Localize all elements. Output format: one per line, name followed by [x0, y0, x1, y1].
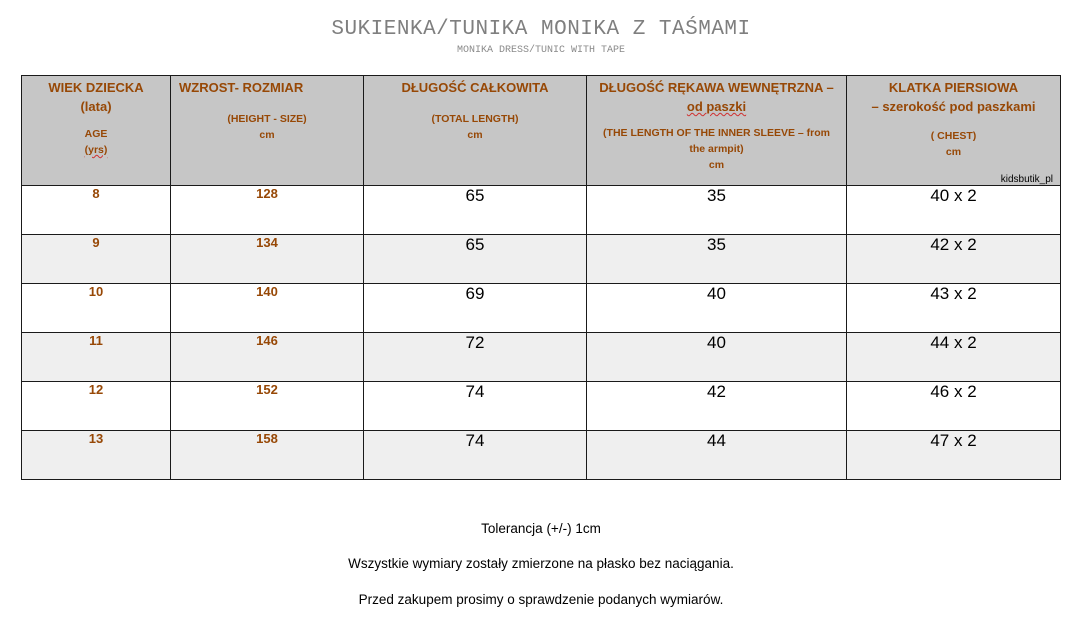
cell-sleeve-length: 44 [587, 431, 847, 480]
header-total-length-sub-line1: (TOTAL LENGTH) [431, 113, 519, 125]
table-header-row [22, 76, 1061, 186]
page-title: SUKIENKA/TUNIKA MONIKA Z TAŚMAMI [331, 18, 751, 41]
size-chart-table [21, 75, 1061, 480]
header-total-length-sub [364, 111, 586, 143]
table-row [22, 284, 1061, 333]
cell-age: 12 [22, 382, 171, 431]
header-sleeve-title-line1: DŁUGOŚĆ RĘKAWA WEWNĘTRZNA – [599, 80, 834, 95]
header-height-sub-line2: cm [259, 129, 275, 141]
cell-height: 134 [171, 235, 364, 284]
cell-total-length: 74 [364, 382, 587, 431]
cell-total-length: 69 [364, 284, 587, 333]
header-chest-sub-line1: ( CHEST) [930, 130, 977, 142]
cell-total-length: 65 [364, 186, 587, 235]
table-row [22, 382, 1061, 431]
header-total-length-title: DŁUGOŚĆ CAŁKOWITA [401, 80, 549, 95]
header-total-length-sub-line2: cm [467, 129, 483, 141]
header-age-title-line1: WIEK DZIECKA [48, 80, 144, 95]
note-measurement-method: Wszystkie wymiary zostały zmierzone na płasko bez naciągania. [348, 556, 734, 571]
cell-sleeve-length: 40 [587, 333, 847, 382]
header-height-sub [171, 111, 363, 143]
cell-chest: 40 x 2 [847, 186, 1061, 235]
cell-sleeve-length: 35 [587, 186, 847, 235]
header-height-title: WZROST- ROZMIAR [179, 80, 304, 95]
table-row [22, 186, 1061, 235]
header-age-sub-line1: AGE [84, 128, 108, 140]
note-tolerance: Tolerancja (+/-) 1cm [481, 521, 601, 536]
cell-height: 146 [171, 333, 364, 382]
note-check-before-purchase: Przed zakupem prosimy o sprawdzenie podanych wymiarów. [358, 592, 724, 607]
header-chest-title-line2: – szerokość pod paszkami [871, 99, 1036, 114]
cell-chest: 44 x 2 [847, 333, 1061, 382]
header-chest-sub-line2: cm [945, 146, 962, 158]
header-sleeve-length-sub [587, 125, 846, 173]
header-sleeve-length-title [587, 76, 846, 116]
cell-sleeve-length: 40 [587, 284, 847, 333]
cell-age: 8 [22, 186, 171, 235]
header-sleeve-sub-line3: cm [708, 159, 725, 171]
header-age-title [22, 78, 170, 116]
header-age [22, 76, 171, 186]
cell-sleeve-length: 35 [587, 235, 847, 284]
cell-sleeve-length: 42 [587, 382, 847, 431]
header-height-sub-line1: (HEIGHT - SIZE) [227, 113, 307, 125]
cell-height: 128 [171, 186, 364, 235]
cell-age: 9 [22, 235, 171, 284]
page-subtitle: MONIKA DRESS/TUNIC WITH TAPE [456, 45, 626, 56]
header-sleeve-sub-line1: (THE LENGTH OF THE INNER SLEEVE – from [603, 127, 830, 139]
cell-total-length: 65 [364, 235, 587, 284]
cell-total-length: 72 [364, 333, 587, 382]
cell-age: 10 [22, 284, 171, 333]
cell-age: 13 [22, 431, 171, 480]
header-total-length [364, 76, 587, 186]
header-chest-title-line1: KLATKA PIERSIOWA [888, 80, 1019, 95]
header-height [171, 76, 364, 186]
header-age-title-line2: (lata) [80, 99, 112, 114]
cell-height: 140 [171, 284, 364, 333]
header-sleeve-sub-line2: the armpit) [689, 143, 744, 155]
cell-total-length: 74 [364, 431, 587, 480]
credit-label: kidsbutik_pl [1000, 174, 1053, 185]
header-sleeve-length [587, 76, 847, 186]
header-age-sub [22, 126, 170, 158]
header-chest [847, 76, 1061, 186]
cell-age: 11 [22, 333, 171, 382]
cell-chest: 47 x 2 [847, 431, 1061, 480]
cell-height: 158 [171, 431, 364, 480]
table-row [22, 333, 1061, 382]
cell-chest: 43 x 2 [847, 284, 1061, 333]
cell-chest: 46 x 2 [847, 382, 1061, 431]
header-chest-title [847, 76, 1060, 116]
header-chest-sub [847, 128, 1060, 160]
cell-chest: 42 x 2 [847, 235, 1061, 284]
header-age-sub-line2: (yrs) [84, 144, 108, 156]
header-sleeve-title-line2: od paszki [686, 99, 747, 114]
table-row [22, 431, 1061, 480]
table-row [22, 235, 1061, 284]
cell-height: 152 [171, 382, 364, 431]
